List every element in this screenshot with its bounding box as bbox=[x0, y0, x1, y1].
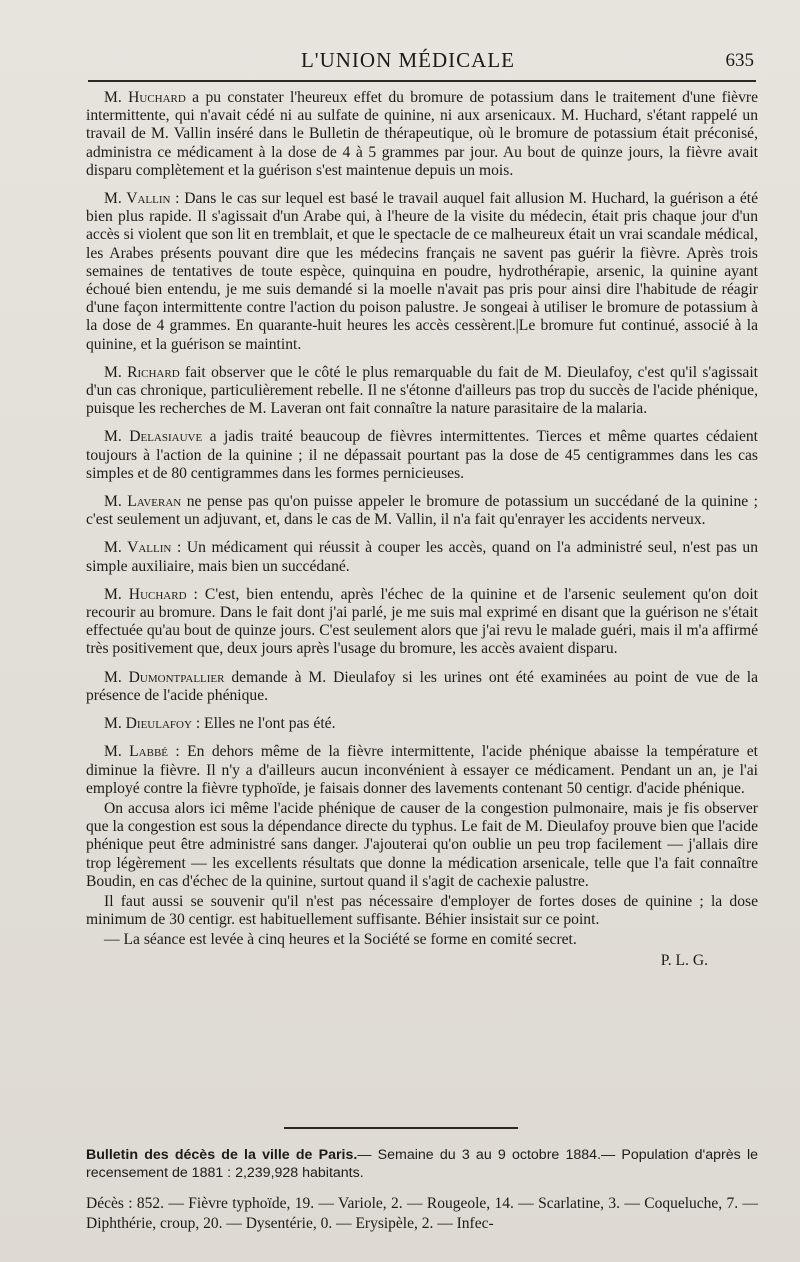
paragraph bbox=[86, 669, 758, 705]
death-bulletin bbox=[86, 1146, 758, 1234]
paragraph-text: demande à M. Dieulafoy si les urines ont été examinées au point de vue de la présence de l'acide phénique. bbox=[86, 668, 759, 704]
paragraph bbox=[86, 364, 758, 419]
paragraph bbox=[86, 89, 758, 180]
paragraph bbox=[86, 715, 758, 733]
bulletin-header bbox=[86, 1146, 758, 1182]
section-divider bbox=[284, 1127, 518, 1129]
paragraph-text: : Un médicament qui réussit à couper les accès, quand on l'a administré seul, n'est pas un simple auxiliaire, mais bien un succédané. bbox=[86, 539, 758, 575]
paragraph bbox=[86, 190, 758, 354]
speaker-name: M. Delasiauve bbox=[104, 428, 203, 446]
paragraph-text: fait observer que le côté le plus remarquable du fait de M. Dieulafoy, c'est qu'il s'agissait d'un cas chronique, particulièrement rebelle. Il ne s'étonne d'ailleurs pas trop du succès de l'acide phénique, puisque les recherches de M. Laveran ont fait connaître la nature parasitaire de la malaria. bbox=[86, 363, 758, 418]
speaker-name: M. Huchard bbox=[104, 89, 186, 106]
paragraph bbox=[86, 493, 758, 529]
paragraph-text: : C'est, bien entendu, après l'échec de la quinine et de l'arsenic seulement qu'on doit recourir au bromure. Dans le fait dont j'ai parlé, je me suis mal exprimé en disant que la guérison ne s'était effectuée qu'au bout de quinze jours. C'est seulement alors que j'ai revu le malade guéri, mais il m'a affirmé très positivement que, deux jours après l'usage du bromure, les accès avaient disparu. bbox=[86, 585, 758, 658]
bulletin-intro: — Semaine du 3 au 9 octobre 1884.— Population d'après le recensement de 1881 : 2,239,928 habitants. bbox=[86, 1147, 758, 1181]
paragraph bbox=[86, 743, 758, 798]
paragraph-text: : Dans le cas sur lequel est basé le travail auquel fait allusion M. Huchard, la guérison a été bien plus rapide. Il s'agissait d'un Arabe qui, à l'heure de la visite du médecin, était pris chaque jour d'un accès si violent que son lit en tremblait, et que le spectacle de ce malheureux était un vrai scandale médical, les Arabes présents pouvant dire que les médecins français ne savent pas guérir la fièvre. Après trois semaines de tentatives de toute espèce, quinquina en poudre, hydrothérapie, arsenic, la quinine ayant échoué bien entendu, je me suis demandé si la moelle n'avait pas pris pour ainsi dire l'habitude de réagir d'une façon intermittente contre l'action du poison palustre. Je songeai à utiliser le bromure de potassium à la dose de 4 grammes. En quarante-huit heures les accès cessèrent.|Le bromure fut continué, associé à la quinine, et la guérison se maintint. bbox=[86, 190, 758, 353]
speaker-name: M. Vallin bbox=[104, 539, 172, 557]
speaker-name: M. Vallin bbox=[104, 190, 171, 208]
paragraph-text: a pu constater l'heureux effet du bromure de potassium dans le traitement d'une fièvre intermittente, qui n'avait cédé ni au sulfate de quinine, ni aux arsenicaux. M. Huchard, s'étant rappelé un travail de M. Vallin inséré dans le Bulletin de thérapeutique, où le bromure de potassium était préconisé, administra ce médicament à la dose de 4 à 5 grammes par jour. Au bout de quinze jours, la fièvre avait disparu complètement et la guérison s'est maintenue depuis un mois. bbox=[86, 89, 759, 179]
speaker-name: M. Dieulafoy bbox=[104, 715, 192, 733]
speaker-name: M. Huchard bbox=[104, 585, 187, 603]
speaker-name: M. Richard bbox=[104, 363, 180, 381]
continuation-paragraph: On accusa alors ici même l'acide phénique de causer de la congestion pulmonaire, mais je fis observer que la congestion est sous la dépendance directe du typhus. Le fait de M. Dieulafoy prouve bien que l'acide phénique peut être administré sans danger. J'ajouterai qu'on oublie un peu trop facilement — j'allais dire trop légèrement — les excellents résultats que donne la médication arsenicale, telle que l'a fait connaître Boudin, en cas d'échec de la quinine, surtout quand il s'agit de cachexie palustre. bbox=[86, 799, 758, 890]
paragraph bbox=[86, 428, 758, 483]
paragraph-text: : Elles ne l'ont pas été. bbox=[191, 715, 336, 733]
speaker-name: M. Labbé bbox=[104, 743, 169, 761]
continuation-paragraph: Il faut aussi se souvenir qu'il n'est pas nécessaire d'employer de fortes doses de quinine ; la dose minimum de 30 centigr. est habituellement suffisante. Béhier insistait sur ce point. bbox=[86, 892, 758, 929]
page-header bbox=[88, 46, 760, 80]
speaker-name: M. Laveran bbox=[104, 493, 182, 511]
paragraph bbox=[86, 539, 758, 575]
paragraph bbox=[86, 586, 758, 659]
session-closing: — La séance est levée à cinq heures et la Société se forme en comité secret. bbox=[104, 931, 577, 949]
paragraph-text: : En dehors même de la fièvre intermittente, l'acide phénique abaisse la température et diminue la fièvre. Il n'y a d'ailleurs aucun inconvénient à essayer ce médicament. Pendant un an, je l'ai employé contre la fièvre typhoïde, je faisais donner des lavements contenant 50 centigr. d'acide phénique. bbox=[86, 743, 759, 797]
bulletin-deaths: Décès : 852. — Fièvre typhoïde, 19. — Variole, 2. — Rougeole, 14. — Scarlatine, 3. — Coqueluche, 7. — Diphthérie, croup, 20. — Dysentérie, 0. — Erysipèle, 2. — Infec- bbox=[86, 1195, 758, 1232]
page-number: 635 bbox=[725, 50, 754, 71]
paragraph-text: ne pense pas qu'on puisse appeler le bromure de potassium un succédané de la quinine ; c'est seulement un adjuvant, et, dans le cas de M. Vallin, il n'a fait qu'enrayer les accidents nerveux. bbox=[86, 493, 758, 529]
article-body bbox=[86, 89, 758, 972]
paragraph-text: a jadis traité beaucoup de fièvres intermittentes. Tierces et même quartes cédaient toujours à l'action de la quinine ; il ne dépassait pourtant pas la dose de 45 centigrammes dans les cas simples et de 80 centigrammes dans les formes pernicieuses. bbox=[86, 428, 758, 482]
speaker-name: M. Dumontpallier bbox=[104, 668, 225, 686]
bulletin-title: Bulletin des décès de la ville de Paris. bbox=[86, 1147, 358, 1163]
running-title: L'UNION MÉDICALE bbox=[300, 48, 515, 72]
header-rule bbox=[88, 80, 756, 82]
author-signature: P. L. G. bbox=[660, 951, 708, 969]
